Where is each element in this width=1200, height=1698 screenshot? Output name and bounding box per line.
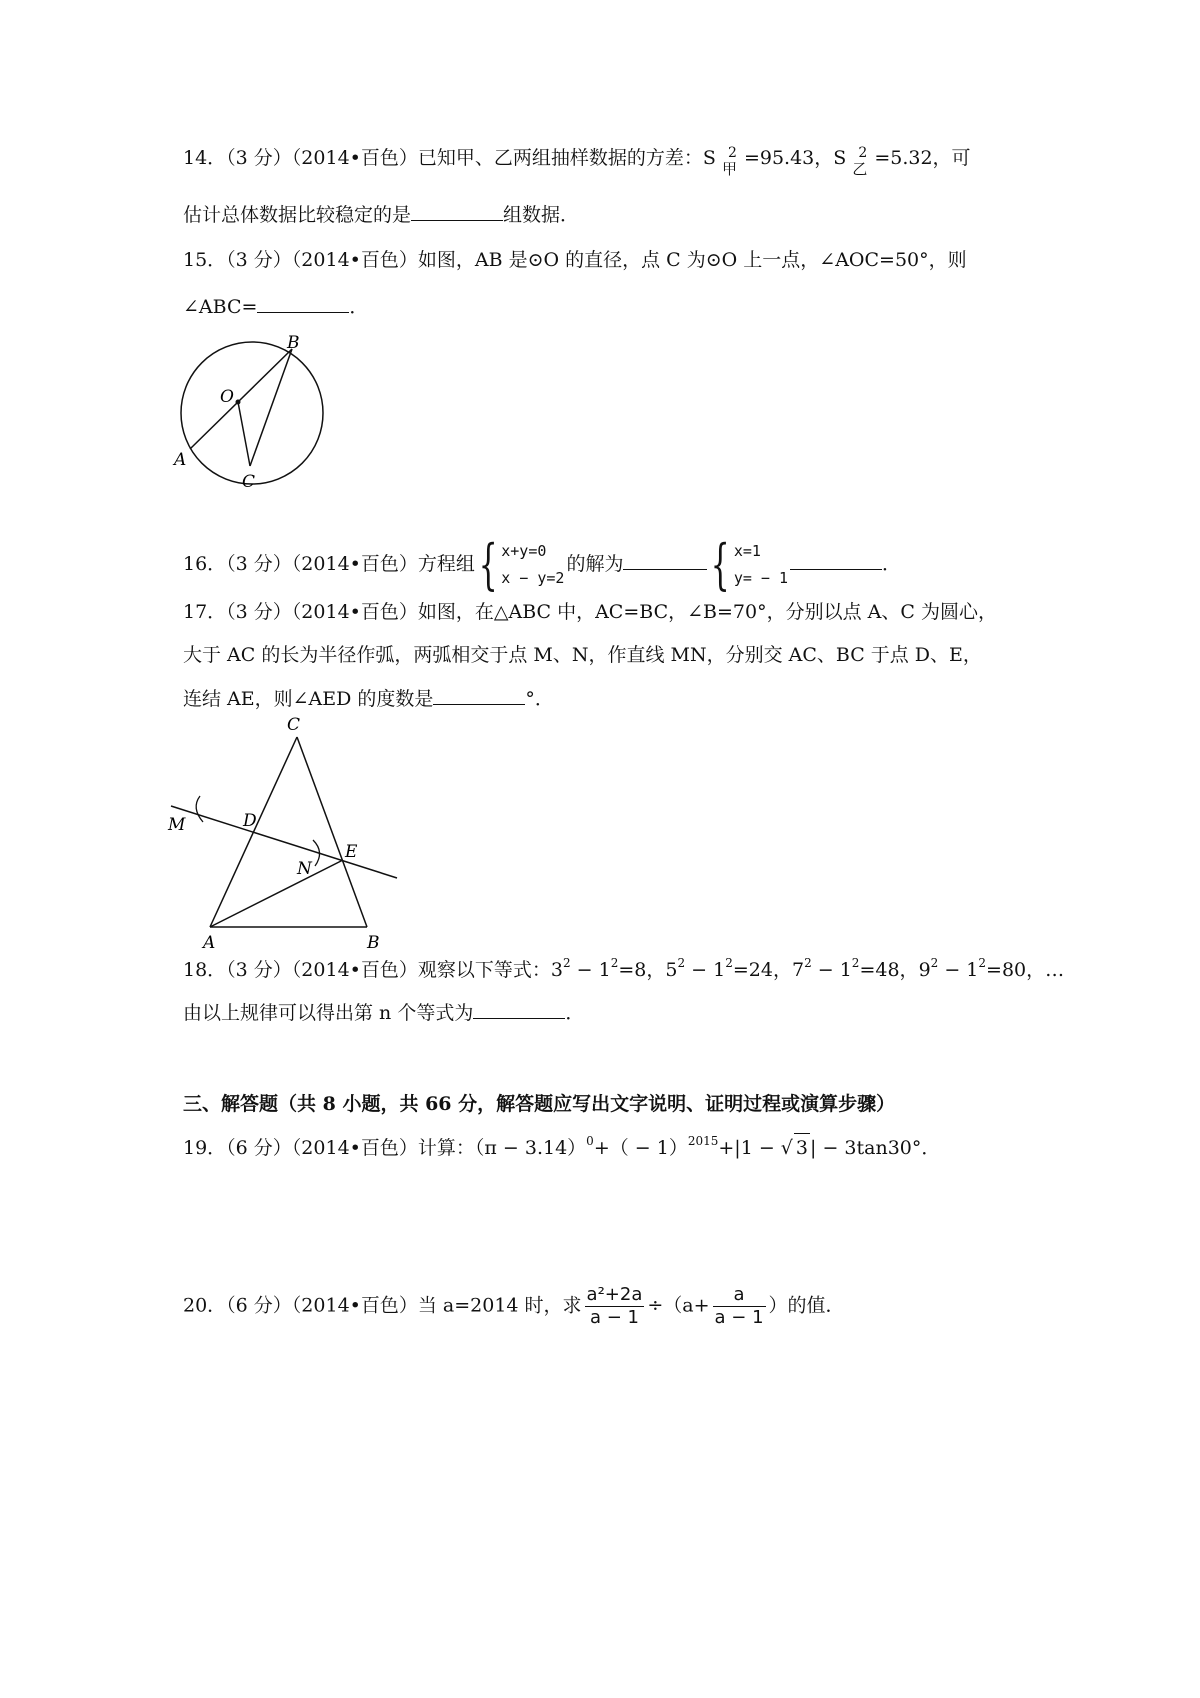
q18-equation-term: $7^2 - 1^2=48$，: [791, 956, 919, 981]
q18-term-base-b: 1: [966, 959, 979, 981]
q18-ellipsis: …: [1045, 959, 1065, 981]
q16-eq2: x − y=2: [501, 569, 565, 587]
q16-mid: 的解为: [566, 553, 624, 575]
q17-line3-text: 连结 AE，则∠AED 的度数是: [183, 688, 434, 710]
q14-variance-b: 2 乙: [852, 145, 868, 178]
q19-line: [183, 1133, 940, 1162]
q18-line2-end: ．: [565, 1002, 585, 1024]
q18-term-exp: 2: [610, 956, 619, 970]
q18-equation-term: $9^2 - 1^2=80$，: [918, 956, 1046, 981]
q19-exp-zero: 0: [586, 1134, 594, 1148]
q19-part4: | − 3tan30°．: [810, 1137, 941, 1159]
section-3-heading: 三、解答题（共 8 小题，共 66 分，解答题应写出文字说明、证明过程或演算步骤）: [183, 1093, 896, 1115]
q19-sqrt-value: 3: [794, 1133, 810, 1162]
q14-line2-text: 估计总体数据比较稳定的是: [183, 204, 412, 226]
q15-circle-figure: [170, 335, 330, 495]
q15-answer-blank[interactable]: [257, 292, 349, 313]
q18-term-base-a: 5: [665, 959, 678, 981]
q18-term-base-b: 1: [839, 959, 852, 981]
q14-variance-a: 2 甲: [721, 145, 737, 178]
q16-answer-blank-left[interactable]: [623, 549, 707, 570]
q14-suffix: =5.32，可: [874, 147, 971, 169]
segment-ae: [210, 860, 343, 927]
q20-prefix: 20．（6 分）（2014•百色）当 a=2014 时，求: [183, 1294, 582, 1317]
q16-line: [183, 533, 902, 596]
q16-solution: [734, 544, 788, 586]
q17-answer-blank[interactable]: [433, 684, 525, 705]
q18-line2: [183, 998, 584, 1027]
q15-line1: 15．（3 分）（2014•百色）如图，AB 是⊙O 的直径，点 C 为⊙O 上一点，∠AOC=50°，则: [183, 249, 967, 271]
q14-mid: =95.43，S: [743, 147, 847, 169]
q18-line1: [183, 956, 1064, 984]
q16-suffix: ．: [882, 553, 902, 575]
q20-divide: ÷（a+: [647, 1294, 710, 1317]
diameter-ab: [190, 349, 292, 449]
q18-term-exp: 2: [562, 956, 571, 970]
q15-line2-text: ∠ABC=: [183, 296, 258, 318]
label-n: N: [297, 859, 312, 879]
q18-term-exp: 2: [677, 956, 686, 970]
q14-line1: [183, 144, 971, 178]
q16-eq1: x+y=0: [501, 542, 547, 560]
q18-term-base-b: 1: [713, 959, 726, 981]
q20-fraction-2: [713, 1284, 766, 1329]
q17-line3: [183, 684, 554, 713]
label-m: M: [168, 815, 186, 835]
q19-exp-2015: 2015: [687, 1134, 719, 1148]
q20-fraction-1: [585, 1284, 645, 1329]
q18-line2-text: 由以上规律可以得出第 n 个等式为: [183, 1002, 474, 1024]
label-d: D: [243, 811, 257, 831]
q18-term-result: 8: [634, 959, 647, 981]
q16-system: [501, 544, 564, 586]
q18-equation-list: [550, 956, 1046, 981]
q17-line2: 大于 AC 的长为半径作弧，两弧相交于点 M、N，作直线 MN，分别交 AC、BC 于点 D、E，: [183, 644, 982, 666]
sqrt-icon: √: [780, 1137, 793, 1159]
q19-part3: +|1 −: [718, 1137, 781, 1159]
q20-frac1-denominator: a − 1: [589, 1307, 639, 1328]
q20-frac2-numerator: a: [713, 1284, 766, 1307]
label-a: A: [174, 450, 187, 470]
q16-prefix: 16．（3 分）（2014•百色）方程组: [183, 553, 475, 575]
q18-term-result: 24: [748, 959, 773, 981]
q20-frac1-numerator: a²+2a: [586, 1284, 643, 1305]
q19-part2: +（ − 1）: [593, 1137, 688, 1159]
q18-answer-blank[interactable]: [473, 998, 565, 1019]
q18-equation-term: $5^2 - 1^2=24$，: [665, 956, 792, 981]
q18-equation-term: $3^2 - 1^2=8$，: [550, 956, 666, 981]
q18-term-base-b: 1: [598, 959, 611, 981]
label-c: C: [242, 472, 256, 492]
q14-answer-blank[interactable]: [411, 200, 503, 221]
q19-prefix: 19．（6 分）（2014•百色）计算：（π − 3.14）: [183, 1137, 587, 1159]
center-point: [236, 400, 241, 405]
q18-term-exp: 2: [978, 956, 987, 970]
segment-bc: [250, 349, 292, 466]
left-brace-icon: {: [711, 533, 731, 596]
q17-line1: 17．（3 分）（2014•百色）如图，在△ABC 中，AC=BC，∠B=70°，分别以点 A、C 为圆心，: [183, 601, 997, 623]
label-a: A: [203, 933, 216, 952]
q17-line3-end: °．: [525, 688, 554, 710]
q16-sol1: x=1: [733, 542, 761, 560]
label-b: B: [287, 335, 300, 353]
q18-term-base-a: 7: [791, 959, 805, 981]
q20-suffix: ）的值．: [768, 1294, 845, 1317]
q18-term-result: 48: [875, 959, 900, 981]
q15-line2: [183, 292, 368, 321]
label-e: E: [345, 842, 358, 862]
label-b: B: [367, 933, 380, 952]
q15-line2-end: ．: [349, 296, 369, 318]
q20-frac2-denominator: a − 1: [714, 1307, 764, 1328]
q14-line2-end: 组数据．: [503, 204, 580, 226]
q18-term-exp: 2: [851, 956, 860, 970]
q18-term-result: 80: [1001, 959, 1027, 981]
side-bc: [297, 737, 367, 927]
q18-term-exp: 2: [725, 956, 733, 970]
q18-term-exp: 2: [804, 956, 812, 970]
q18-term-exp: 2: [930, 956, 939, 970]
q14-prefix: 14．（3 分）（2014•百色）已知甲、乙两组抽样数据的方差：S: [183, 147, 716, 169]
q18-prefix: 18．（3 分）（2014•百色）观察以下等式：: [183, 959, 551, 981]
q16-sol2: y= − 1: [733, 569, 789, 587]
segment-oc: [238, 402, 250, 466]
circle-o: [181, 342, 323, 484]
q14-line2: [183, 200, 579, 229]
q18-term-base-a: 9: [918, 959, 931, 981]
q20-line: [183, 1284, 845, 1329]
q17-triangle-figure: [165, 712, 415, 952]
line-mn: [171, 806, 397, 878]
q16-answer-blank-right[interactable]: [790, 549, 882, 570]
left-brace-icon: {: [478, 533, 498, 596]
label-c: C: [287, 715, 301, 735]
label-o: O: [220, 387, 234, 407]
arc-m: [196, 796, 203, 822]
q18-term-base-a: 3: [550, 959, 563, 981]
